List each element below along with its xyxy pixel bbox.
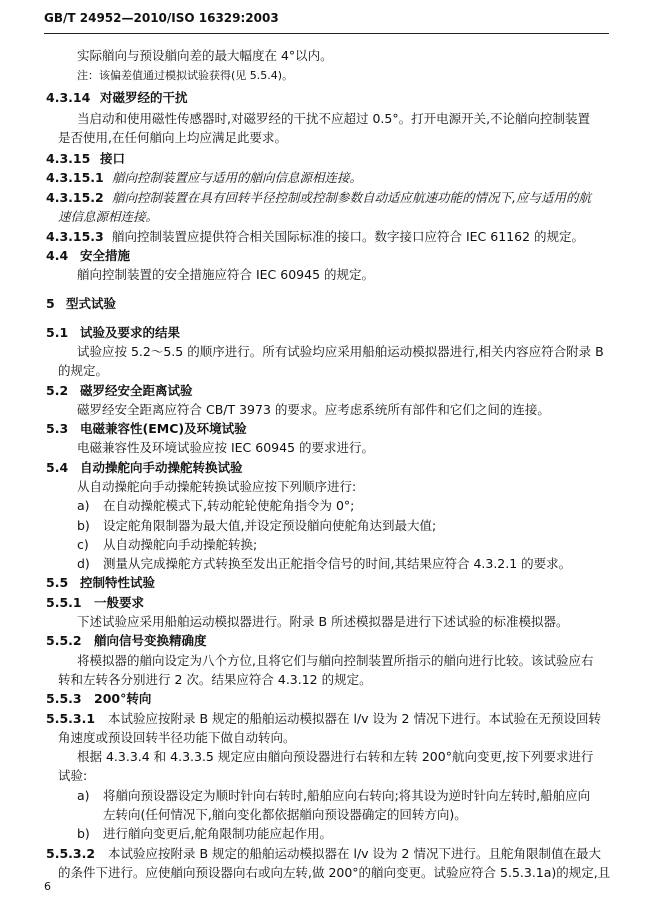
body-text: 艏向控制装置在具有回转半径控制或控制参数自动适应航速功能的情况下,应与适用的航: [112, 190, 591, 205]
section-number: 5.1: [46, 325, 69, 340]
section-title: 安全措施: [80, 248, 131, 263]
section-title: 控制特性试验: [80, 575, 156, 590]
body-text: 实际艏向与预设艏向差的最大幅度在 4°以内。: [77, 48, 333, 63]
list-marker: d): [77, 556, 90, 571]
section-title: 电磁兼容性(EMC)及环境试验: [80, 421, 247, 436]
note-text: 注：该偏差值通过模拟试验获得(见 5.5.4)。: [77, 69, 294, 82]
section-number: 5.3: [46, 421, 69, 436]
section-title: 自动操舵向手动操舵转换试验: [80, 460, 243, 475]
header-title: GB/T 24952—2010/ISO 16329:2003: [44, 11, 279, 25]
list-marker: a): [77, 788, 90, 803]
body-text: 艏向控制装置应与适用的艏向信息源相连接。: [112, 170, 363, 185]
section-title: 200°转向: [94, 691, 152, 706]
section-title: 试验及要求的结果: [80, 325, 181, 340]
section-number: 5.5: [46, 575, 69, 590]
section-number: 5.5.3: [46, 691, 82, 706]
section-number: 4.3.15: [46, 151, 91, 166]
body-text: 是否使用,在任何艏向上均应满足此要求。: [58, 130, 287, 145]
section-title: 对磁罗经的干扰: [100, 90, 188, 105]
list-item-text: 设定舵角限制器为最大值,并设定预设艏向使舵角达到最大值;: [103, 518, 437, 533]
body-text: 的条件下进行。应使艏向预设器向右或向左转,做 200°的艏向变更。试验应符合 5.5.3.1a)的规定,且: [58, 865, 611, 880]
body-text: 试验:: [58, 768, 88, 783]
list-marker: b): [77, 518, 90, 533]
page-number: 6: [44, 880, 51, 893]
body-text: 本试验应按附录 B 规定的船舶运动模拟器在 l/v 设为 2 情况下进行。且舵角限制值在最大: [108, 846, 601, 861]
section-number: 5.5.3.2: [46, 846, 96, 861]
body-text: 下述试验应采用船舶运动模拟器进行。附录 B 所述模拟器是进行下述试验的标准模拟器。: [77, 614, 569, 629]
body-text: 试验应按 5.2～5.5 的顺序进行。所有试验均应采用船舶运动模拟器进行,相关内容应符合附录 B: [77, 344, 604, 359]
section-number: 4.3.14: [46, 90, 91, 105]
list-item-text: 从自动操舵向手动操舵转换;: [103, 537, 258, 552]
body-text: 电磁兼容性及环境试验应按 IEC 60945 的要求进行。: [77, 440, 374, 455]
section-number: 5: [46, 296, 55, 311]
section-number: 5.5.2: [46, 633, 82, 648]
section-title: 型式试验: [66, 296, 117, 311]
body-text: 根据 4.3.3.4 和 4.3.3.5 规定应由艏向预设器进行右转和左转 200°航向变更,按下列要求进行: [77, 749, 594, 764]
section-title: 艏向信号变换精确度: [94, 633, 207, 648]
section-title: 一般要求: [94, 595, 145, 610]
body-text: 本试验应按附录 B 规定的船舶运动模拟器在 l/v 设为 2 情况下进行。本试验在无预设回转: [108, 711, 601, 726]
section-title: 接口: [100, 151, 126, 166]
body-text: 从自动操舵向手动操舵转换试验应按下列顺序进行:: [77, 479, 357, 494]
section-number: 5.5.1: [46, 595, 82, 610]
body-text: 磁罗经安全距离应符合 CB/T 3973 的要求。应考虑系统所有部件和它们之间的连接。: [77, 402, 550, 417]
list-item-text: 左转向(任何情况下,艏向变化都依据艏向预设器确定的回转方向)。: [103, 807, 467, 822]
list-item-text: 在自动操舵模式下,转动舵轮使舵角指令为 0°;: [103, 498, 355, 513]
section-number: 5.2: [46, 383, 69, 398]
section-number: 4.3.15.2: [46, 190, 104, 205]
section-number: 4.4: [46, 248, 69, 263]
body-text: 角速度或预设回转半径功能下做自动转向。: [58, 730, 296, 745]
body-text: 当启动和使用磁性传感器时,对磁罗经的干扰不应超过 0.5°。打开电源开关,不论艏向控制装置: [77, 111, 591, 126]
list-marker: c): [77, 537, 89, 552]
list-marker: b): [77, 826, 90, 841]
header-rule: [44, 33, 609, 34]
body-text: 速信息源相连接。: [58, 209, 159, 224]
section-number: 5.5.3.1: [46, 711, 96, 726]
section-title: 磁罗经安全距离试验: [80, 383, 193, 398]
body-text: 的规定。: [58, 363, 109, 378]
list-item-text: 将艏向预设器设定为顺时针向右转时,船舶应向右转向;将其设为逆时针向左转时,船舶应向: [103, 788, 591, 803]
body-text: 艏向控制装置应提供符合相关国际标准的接口。数字接口应符合 IEC 61162 的规定。: [112, 229, 584, 244]
body-text: 将模拟器的艏向设定为八个方位,且将它们与艏向控制装置所指示的艏向进行比较。该试验应右: [77, 653, 594, 668]
body-text: 转和左转各分别进行 2 次。结果应符合 4.3.12 的规定。: [58, 672, 372, 687]
section-number: 5.4: [46, 460, 69, 475]
list-marker: a): [77, 498, 90, 513]
section-number: 4.3.15.3: [46, 229, 104, 244]
list-item-text: 进行艏向变更后,舵角限制功能应起作用。: [103, 826, 332, 841]
list-item-text: 测量从完成操舵方式转换至发出正舵指令信号的时间,其结果应符合 4.3.2.1 的要求。: [103, 556, 572, 571]
body-text: 艏向控制装置的安全措施应符合 IEC 60945 的规定。: [77, 267, 374, 282]
section-number: 4.3.15.1: [46, 170, 104, 185]
